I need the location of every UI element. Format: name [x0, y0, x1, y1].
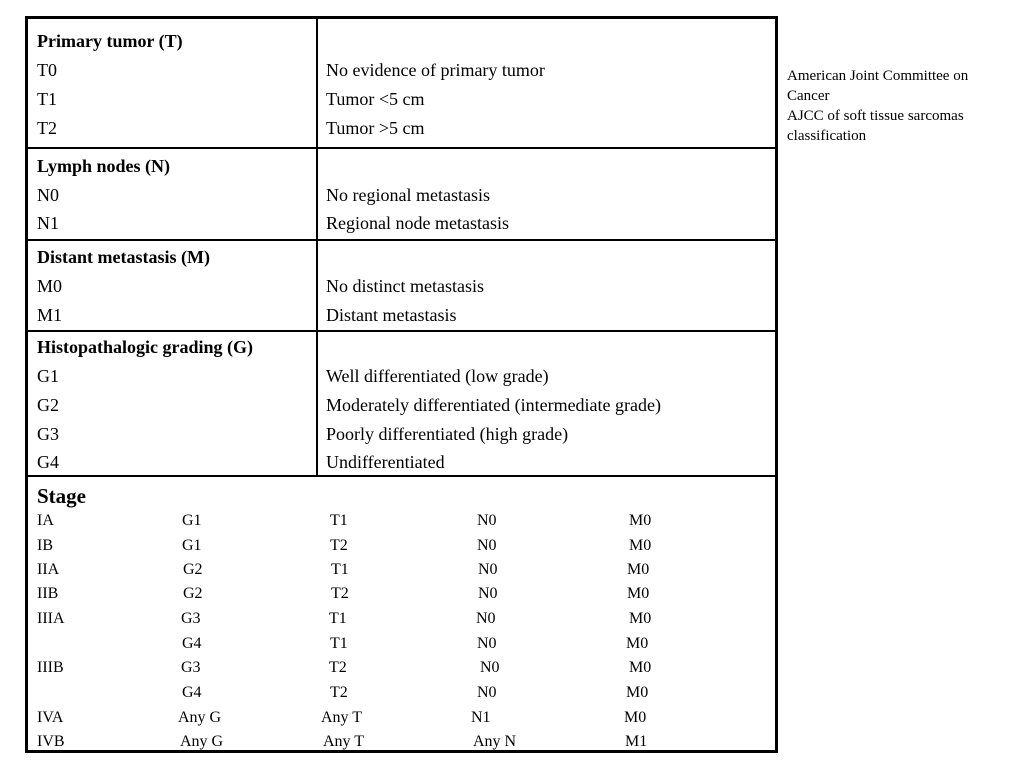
stage-tumor: T1: [330, 635, 348, 652]
stage-nodes: N0: [478, 585, 498, 602]
lymph-nodes-section: [28, 149, 775, 241]
stage-metastasis: M0: [629, 659, 652, 676]
stage-tumor: Any T: [323, 733, 365, 750]
stage-tumor: T1: [330, 512, 348, 529]
column-divider: [316, 19, 318, 147]
stage-tumor: T2: [329, 659, 347, 676]
note-line: American Joint Committee on: [787, 68, 969, 84]
stage-tumor: T2: [330, 684, 348, 701]
stage-label: IA: [37, 512, 54, 529]
primary-tumor-section: [28, 19, 775, 149]
stage-metastasis: M0: [629, 512, 652, 529]
stage-metastasis: M0: [626, 684, 649, 701]
category-description: Moderately differentiated (intermediate grade): [326, 395, 662, 415]
stage-tumor: T1: [329, 610, 347, 627]
category-code: G4: [37, 452, 59, 472]
stage-grade: G4: [182, 684, 202, 701]
stage-nodes: N0: [477, 537, 497, 554]
stage-grade: G3: [181, 659, 201, 676]
section-heading: Histopathalogic grading (G): [37, 337, 254, 357]
distant-metastasis-section: [28, 241, 775, 332]
stage-grade: G2: [183, 561, 203, 578]
stage-grade: G4: [182, 635, 202, 652]
stage-label: IIIB: [37, 659, 64, 676]
note-line: AJCC of soft tissue sarcomas: [787, 108, 964, 124]
stage-nodes: N0: [476, 610, 496, 627]
category-description: Poorly differentiated (high grade): [326, 424, 569, 444]
stage-metastasis: M0: [629, 610, 652, 627]
stage-label: IVA: [37, 709, 64, 726]
stage-grade: Any G: [178, 709, 222, 726]
stage-label: IB: [37, 537, 53, 554]
column-divider: [316, 332, 318, 475]
stage-title: Stage: [37, 484, 86, 508]
category-code: G2: [37, 395, 59, 415]
stage-section: [28, 477, 775, 750]
category-code: M1: [37, 305, 63, 325]
stage-metastasis: M1: [625, 733, 648, 750]
stage-grade: G3: [181, 610, 201, 627]
stage-grade: G1: [182, 537, 202, 554]
column-divider: [316, 241, 318, 330]
category-description: Undifferentiated: [326, 452, 445, 472]
category-description: Regional node metastasis: [326, 213, 509, 233]
stage-metastasis: M0: [627, 561, 650, 578]
category-description: Tumor >5 cm: [326, 118, 425, 138]
stage-tumor: T2: [331, 585, 349, 602]
category-code: T2: [37, 118, 57, 138]
stage-label: IIIA: [37, 610, 65, 627]
stage-metastasis: M0: [627, 585, 650, 602]
stage-nodes: N0: [478, 561, 498, 578]
stage-label: IIA: [37, 561, 60, 578]
stage-tumor: Any T: [321, 709, 363, 726]
category-description: Well differentiated (low grade): [326, 366, 549, 386]
section-heading: Primary tumor (T): [37, 31, 183, 51]
stage-label: IIB: [37, 585, 59, 602]
category-code: G1: [37, 366, 59, 386]
category-description: No evidence of primary tumor: [326, 60, 545, 80]
stage-nodes: N1: [471, 709, 491, 726]
category-description: No distinct metastasis: [326, 276, 484, 296]
stage-grade: Any G: [180, 733, 224, 750]
section-heading: Distant metastasis (M): [37, 247, 210, 267]
stage-tumor: T1: [331, 561, 349, 578]
stage-metastasis: M0: [626, 635, 649, 652]
stage-nodes: N0: [480, 659, 500, 676]
stage-nodes: N0: [477, 635, 497, 652]
stage-tumor: T2: [330, 537, 348, 554]
stage-metastasis: M0: [629, 537, 652, 554]
note-line: Cancer: [787, 88, 830, 104]
stage-nodes: N0: [477, 684, 497, 701]
category-code: T0: [37, 60, 57, 80]
category-description: No regional metastasis: [326, 185, 490, 205]
stage-grade: G1: [182, 512, 202, 529]
category-description: Distant metastasis: [326, 305, 457, 325]
stage-label: IVB: [37, 733, 65, 750]
stage-nodes: N0: [477, 512, 497, 529]
category-code: N0: [37, 185, 59, 205]
category-description: Tumor <5 cm: [326, 89, 425, 109]
category-code: G3: [37, 424, 59, 444]
category-code: T1: [37, 89, 57, 109]
stage-metastasis: M0: [624, 709, 647, 726]
stage-grade: G2: [183, 585, 203, 602]
stage-nodes: Any N: [473, 733, 517, 750]
tnm-classification-table: [25, 16, 778, 753]
source-note: [787, 66, 1012, 146]
section-heading: Lymph nodes (N): [37, 156, 171, 176]
category-code: N1: [37, 213, 59, 233]
column-divider: [316, 149, 318, 239]
note-line: classification: [787, 128, 867, 144]
histopathologic-grading-section: [28, 332, 775, 477]
category-code: M0: [37, 276, 63, 296]
